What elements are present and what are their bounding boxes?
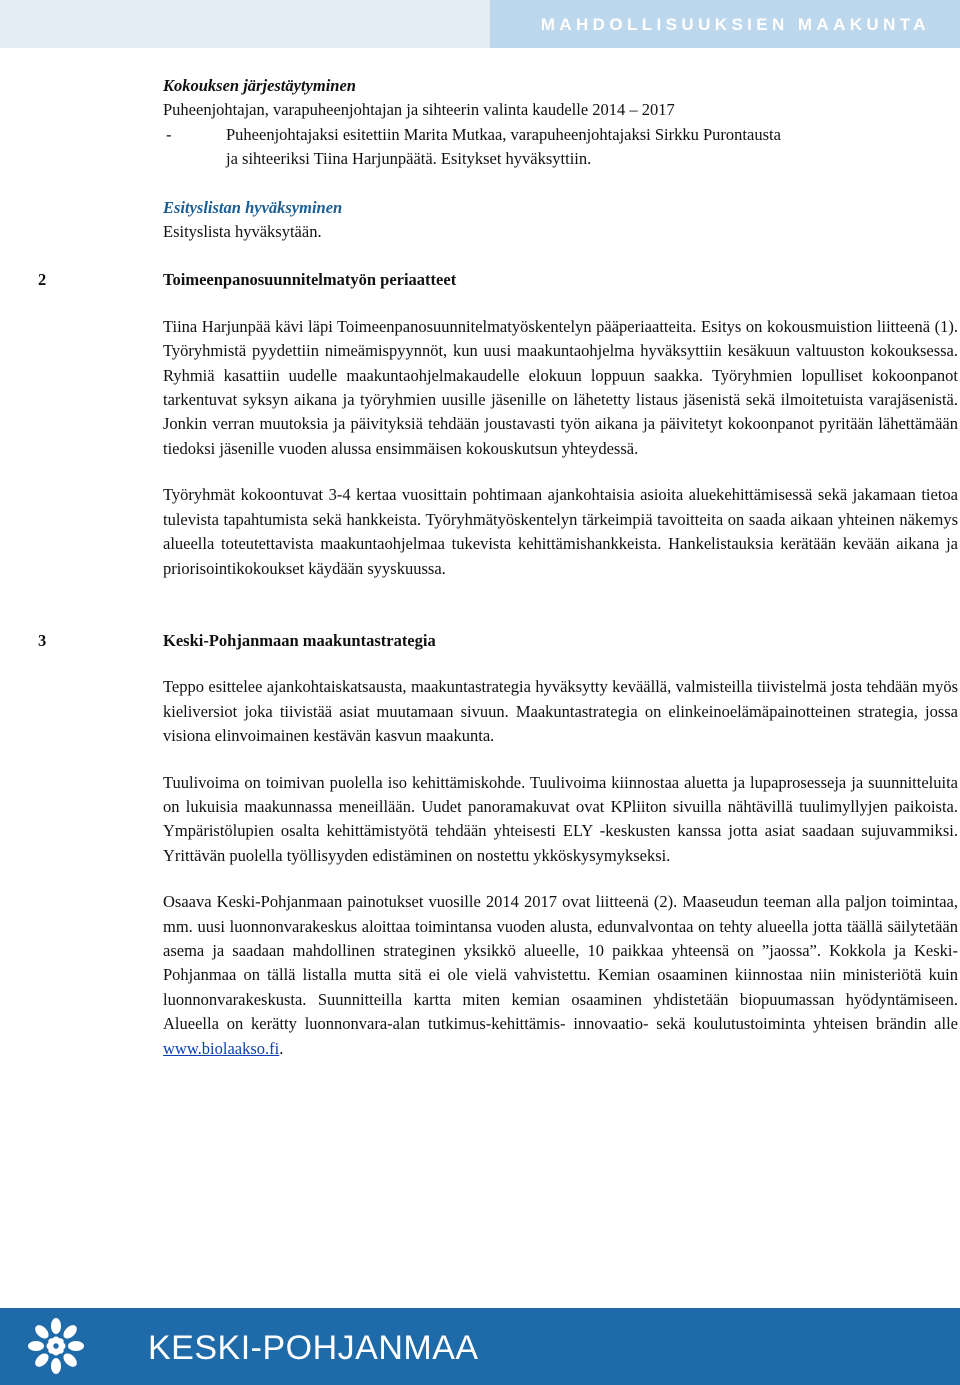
header-band	[0, 0, 960, 48]
section-2-number: 2	[38, 270, 47, 290]
section-3-paragraph-3-text: Osaava Keski-Pohjanmaan painotukset vuosille 2014 2017 ovat liitteenä (2). Maaseudun teeman alla paljon toimintaa, mm. uusi luonnonvarakeskus aloittaa toimintansa vuoden alusta, edunvalvontaa on tehty alueella jotta täällä säilytetään asema ja saadaan mahdollinen strateginen yksikkö alueelle, 10 paikkaa yhteensä on ”jaossa”. Kokkola ja Keski-Pohjanmaa on tällä listalla mutta sitä ei ole vielä vahvistettu. Kemian osaaminen kiinnostaa niin ministeriötä kuin luonnonvarakeskusta. Suunnitteilla kartta miten kemian osaaminen yhdistetään biopuumassan hyödyntämiseen. Alueella on kerätty luonnonvara-alan tutkimus-kehittämis- innovaatio- sekä koulutustoiminta yhteisen brändin alle	[163, 892, 958, 1034]
section-3-title: Keski-Pohjanmaan maakuntastrategia	[163, 630, 436, 650]
bullet-dash: -	[166, 124, 172, 144]
header-slogan: MAHDOLLISUUKSIEN MAAKUNTA	[540, 15, 930, 34]
section-3	[38, 629, 958, 1061]
section-2-paragraph-1: Tiina Harjunpää kävi läpi Toimeenpanosuunnitelmatyöskentelyn pääperiaatteita. Esitys on kokousmuistion liitteenä (1). Työryhmistä pyydettiin nimeämispyynnöt, kun uusi maakuntaohjelma hyväksyttiin kesäkuun valtuuston kokouksessa. Ryhmiä kasattiin uudelle maakuntaohjelmakaudelle elokuun loppuun saakka. Työryhmien lopulliset kokoonpanot tarkentuvat syksyn aikana ja työryhmien uusille jäsenille on lähetetty listaus jäsenistä sekä ilmoitetuista varajäsenistä. Jonkin verran muutoksia ja päivityksiä tehdään joustavasti työn aikana ja päivitetyt kokoonpanot pyritään lähettämään tiedoksi jäsenille vuoden alussa ensimmäisen kokouskutsun yhteydessä.	[163, 316, 958, 458]
section-3-paragraph-1: Teppo esittelee ajankohtaiskatsausta, maakuntastrategia hyväksytty keväällä, valmisteilla tiivistelmä josta tehdään myös kieliversiot joka tiivistää asiat muutamaan sivuun. Maakuntastrategia on elinkeinoelämäpainotteinen strategia, jossa visiona elinvoimainen kestävän kasvun maakunta.	[163, 677, 958, 746]
agenda-heading: Esityslistan hyväksyminen	[163, 197, 343, 217]
intro-bullet	[163, 123, 958, 172]
intro-line: Puheenjohtajan, varapuheenjohtajan ja sihteerin valinta kaudelle 2014 – 2017	[163, 100, 675, 120]
footer-brand: KESKI-POHJANMAA	[148, 1329, 479, 1367]
section-2	[38, 268, 958, 580]
intro-heading: Kokouksen järjestäytyminen	[163, 76, 356, 95]
agenda-text: Esityslista hyväksytään.	[163, 222, 322, 242]
section-3-number: 3	[38, 630, 47, 650]
intro-bullet-line-2: ja sihteeriksi Tiina Harjunpäätä. Esitykset hyväksyttiin.	[226, 149, 592, 169]
section-3-paragraph-3	[163, 890, 958, 1061]
intro-bullet-line-1: Puheenjohtajaksi esitettiin Marita Mutkaa, varapuheenjohtajaksi Sirkku Purontausta	[226, 124, 781, 144]
section-3-paragraph-2: Tuulivoima on toimivan puolella iso kehittämiskohde. Tuulivoima kiinnostaa aluetta ja lupaprosesseja ja suunnitteluita on lukuisia maakunnassa meneillään. Uudet panoramakuvat ovat KPliiton sivuilla nähtävillä tuulimyllyjen paikoista. Ympäristölupien osalta kehittämistyötä tehdään yhteisesti ELY -keskusten kanssa jotta asiat saadaan sujuvammiksi. Yrittävän puolella työllisyyden edistäminen on nostettu ykköskysymykseksi.	[163, 772, 958, 865]
section-2-paragraph-2: Työryhmät kokoontuvat 3-4 kertaa vuosittain pohtimaan ajankohtaisia asioita aluekehittämisessä sekä jakamaan tietoa tulevista tapahtumista sekä hankkeista. Työryhmätyöskentelyn tärkeimpiä tavoitteita on saada aikaan yhteinen näkemys alueella toteutettavista maakuntaohjelmaa tukevista kehittämishankkeista. Hankelistauksia kerätään kevään aikana ja priorisointikokoukset käydään syyskuussa.	[163, 485, 958, 578]
header-stripe-light	[0, 0, 490, 48]
section-2-title: Toimeenpanosuunnitelmatyön periaatteet	[163, 270, 457, 290]
document-body	[38, 74, 960, 1061]
footer-band	[0, 1308, 960, 1385]
biolaakso-link[interactable]: www.biolaakso.fi	[163, 1038, 280, 1058]
section-3-paragraph-3-end: .	[279, 1038, 284, 1058]
regional-emblem-icon	[24, 1314, 88, 1378]
intro-section	[38, 74, 958, 244]
